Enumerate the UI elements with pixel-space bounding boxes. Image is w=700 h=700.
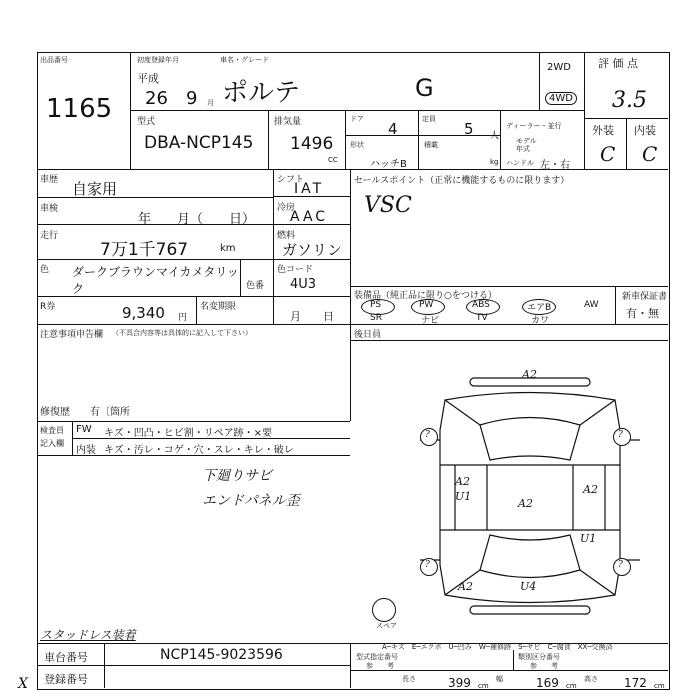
mark-rear-dent: U4 [520, 580, 537, 593]
interior-label: 内装 [634, 124, 656, 137]
auction-no-label: 出品番号 [40, 56, 68, 64]
history-label: 車歴 [40, 175, 59, 185]
fuel-label: 燃料 [277, 231, 296, 241]
model-grade-label: 車名・グレード [220, 56, 269, 64]
wheel-mark-fr: ? [618, 430, 623, 440]
inspector-row1: キズ・凹凸・ヒビ割・リペア跡・×要 [104, 428, 272, 439]
car-name: ポルテ [222, 78, 301, 108]
grade: G [415, 74, 434, 102]
exterior-label: 外装 [592, 124, 614, 137]
mark-right-front-door: A2 [583, 483, 598, 496]
equipment-label: 装備品（純正品に限り○をつける） [354, 291, 497, 301]
inspection-label: 車検 [40, 204, 59, 214]
km-unit: km [220, 243, 236, 254]
fuel-value: ガソリン [282, 241, 343, 259]
doors: 4 [388, 120, 398, 138]
inspection-value: 年 月（ 日） [138, 212, 256, 227]
inspector-row2: キズ・汚レ・コゲ・穴・スレ・キレ・破レ [104, 445, 294, 456]
handle-label: ハンドル [506, 159, 534, 167]
capacity-label: 定員 [422, 115, 436, 123]
eq-aw: AW [584, 300, 599, 310]
eq-leather: カワ [531, 316, 550, 326]
margin-mark: X [18, 676, 28, 692]
width-label: 幅 [496, 675, 503, 683]
mark-left-rear-quarter: A2 [458, 580, 473, 593]
height-unit: cm [654, 682, 665, 690]
displacement-label: 排気量 [274, 117, 302, 127]
sales-point-hand: VSC [364, 193, 412, 218]
drive-4wd-circled: 4WD [545, 92, 577, 105]
hand-note-studless: スタッドレス装着 [40, 628, 136, 642]
handle: 左・右 [540, 160, 570, 171]
eq-airbag: エアB [527, 303, 552, 313]
rear-seat-label: 後日員 [354, 330, 382, 340]
first-reg-month: 9 [186, 88, 198, 109]
name-change-label: 名変期限 [200, 302, 237, 312]
month-unit: 月 [207, 99, 214, 107]
rating-label: 評 価 点 [598, 57, 638, 70]
notes-sub: （不具合内容等は具体的に記入して下さい） [112, 329, 252, 337]
era: 平成 [137, 72, 159, 85]
eq-ps: PS [370, 300, 382, 310]
first-reg-label: 初度登録年月 [137, 56, 179, 64]
width-unit: cm [566, 682, 577, 690]
hand-note-underbody-rust: 下廻りサビ [202, 468, 272, 484]
inspector-row2-prefix: 内装 [76, 445, 96, 456]
height-value: 172 [624, 676, 647, 690]
color-code-label: 色コード [277, 265, 314, 275]
ac-label: 冷房 [277, 203, 296, 213]
warranty-label: 新車保証書 [622, 292, 668, 302]
inspector-row1-prefix: FW [76, 424, 92, 435]
mileage-value: 7万1千767 [100, 240, 189, 260]
first-reg-year: 26 [145, 88, 168, 109]
dealer-label: ディーラー・並行 [506, 122, 562, 130]
shape-label: 形状 [350, 141, 364, 149]
door-label: ドア [350, 115, 364, 123]
eq-abs: ABS [472, 300, 490, 310]
mark-front-bumper: A2 [522, 368, 537, 381]
type-cert-ref: 参 考 [366, 662, 394, 670]
repair-value: 有〔箇所 [90, 407, 130, 418]
capacity: 5 [464, 120, 474, 138]
color-no-label: 色番 [246, 281, 265, 291]
ac-value: AAC [290, 209, 329, 225]
hand-note-end-panel: エンドパネル歪 [202, 493, 300, 509]
spare-label: スペア [376, 622, 397, 630]
drive-2wd: 2WD [547, 62, 571, 73]
eq-tv: TV [476, 313, 488, 323]
mark-roof: A2 [518, 497, 533, 510]
wheel-mark-rr: ? [618, 560, 623, 570]
kg-label: kg [490, 158, 499, 166]
warranty-value: 有・無 [626, 307, 659, 320]
registration-label: 登録番号 [44, 673, 88, 686]
cc-unit: CC [328, 156, 338, 164]
class-ref: 参 考 [530, 662, 558, 670]
loading-label: 積載 [424, 141, 438, 149]
repair-label: 修復歴 [40, 407, 70, 418]
color-value: ダークブラウンマイカメタリック [72, 265, 239, 296]
height-label: 高さ [584, 675, 598, 683]
chassis-number: NCP145-9023596 [160, 647, 283, 663]
width-value: 169 [536, 676, 559, 690]
mileage-label: 走行 [40, 231, 59, 241]
eq-pw: PW [419, 300, 434, 310]
color-code: 4U3 [290, 277, 317, 292]
shape: ハッチB [370, 159, 407, 170]
length-label: 長さ [402, 675, 416, 683]
chassis-label: 車台番号 [44, 651, 88, 664]
length-unit: cm [478, 682, 489, 690]
eq-navi: ナビ [421, 316, 440, 326]
spare-circle [372, 598, 396, 622]
mark-left-front-door-dent: U1 [455, 490, 472, 503]
name-change-value: 月 日 [290, 310, 334, 323]
inspector-label-1: 検査員 [40, 426, 64, 435]
mark-left-front-door: A2 [455, 475, 470, 488]
lot-number: 1165 [46, 94, 113, 124]
exterior-grade: C [600, 142, 616, 166]
person-unit: 人 [490, 131, 500, 141]
shift-label: シフト [277, 175, 305, 185]
recycle-fee: 9,340 [122, 304, 165, 322]
model-type-label: 型式 [137, 117, 156, 127]
color-label: 色 [40, 265, 50, 275]
inspector-label-2: 記入欄 [40, 439, 64, 448]
type-cert-label: 型式指定番号 [356, 653, 398, 661]
history-value: 自家用 [72, 180, 118, 198]
rating-value: 3.5 [612, 88, 647, 113]
model-year-label: モデル年式 [516, 137, 537, 153]
class-label: 類別区分番号 [518, 653, 560, 661]
damage-legend: A─キズ E─エクボ U─凹み W─補修跡 S─サビ C─腐食 XX─交換済 [382, 643, 613, 651]
mark-right-rear-door: U1 [580, 532, 597, 545]
wheel-mark-fl: ? [425, 430, 430, 440]
sales-point-label: セールスポイント（正常に機能するものに限ります） [354, 176, 570, 186]
notes-label: 注意事項申告欄 [40, 330, 104, 340]
yen-unit: 円 [178, 313, 188, 323]
displacement: 1496 [290, 134, 334, 154]
interior-grade: C [642, 142, 658, 166]
shift-value: IAT [294, 181, 325, 197]
model-code: DBA-NCP145 [144, 133, 254, 153]
eq-sr: SR [370, 313, 382, 323]
recycle-label: R券 [40, 302, 56, 312]
wheel-mark-rl: ? [425, 560, 430, 570]
length-value: 399 [448, 676, 471, 690]
